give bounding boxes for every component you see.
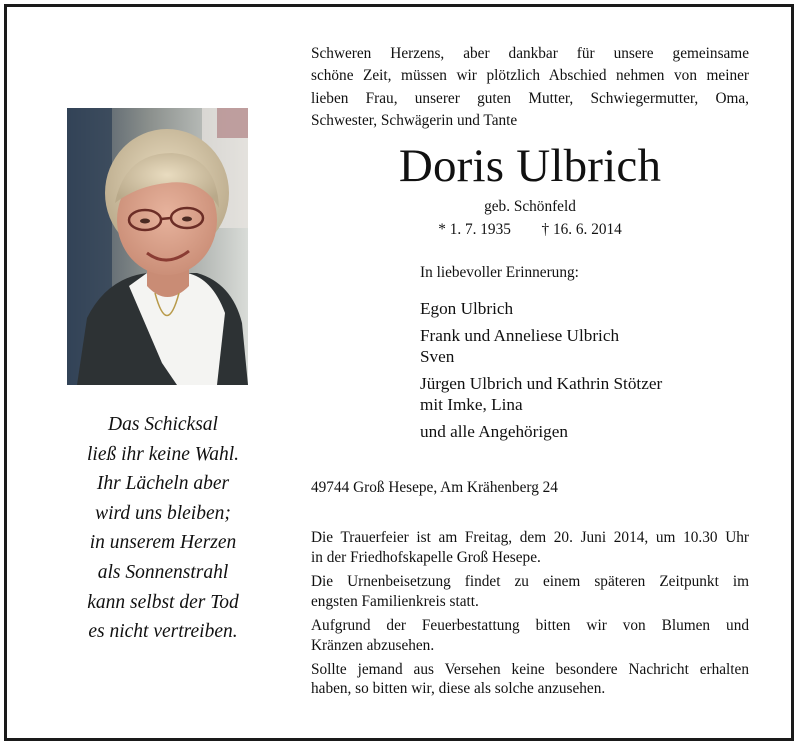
mourner-line: mit Imke, Lina	[420, 395, 523, 414]
mourner-group	[420, 421, 662, 443]
note-paragraph	[311, 572, 749, 612]
mourner-line: Jürgen Ulbrich und Kathrin Stötzer	[420, 373, 663, 393]
family-address: 49744 Groß Hesepe, Am Krähenberg 24	[311, 479, 558, 496]
mourner-line: und alle Angehörigen	[420, 421, 568, 441]
intro-line: lieben Frau, unserer guten Mutter, Schwiegermutter, Oma,	[311, 89, 749, 107]
mourner-line: Sven	[420, 347, 455, 366]
mourners-list	[420, 298, 662, 447]
poem	[58, 410, 268, 647]
poem-line: als Sonnenstrahl	[97, 561, 229, 583]
note-line: Sollte jemand aus Versehen keine besondere Nachricht erhalten	[311, 660, 749, 678]
intro-line: Schwester, Schwägerin und Tante	[311, 111, 518, 129]
note-line: engsten Familienkreis statt.	[311, 592, 479, 610]
poem-line: kann selbst der Tod	[87, 591, 239, 613]
intro-line: Schweren Herzens, aber dankbar für unsere gemeinsame	[311, 45, 749, 62]
deceased-name: Doris Ulbrich	[398, 140, 662, 192]
note-paragraph	[311, 616, 749, 656]
note-paragraph	[311, 528, 749, 568]
funeral-notes	[311, 528, 749, 704]
poem-line: in unserem Herzen	[89, 532, 237, 554]
mourner-line: Egon Ulbrich	[420, 299, 514, 318]
poem-line: wird uns bleiben;	[95, 502, 231, 524]
birth-name: geb. Schönfeld	[484, 198, 576, 215]
note-line: Die Urnenbeisetzung findet zu einem späteren Zeitpunkt im	[311, 572, 749, 590]
poem-line: es nicht vertreiben.	[88, 621, 238, 643]
memory-heading: In liebevoller Erinnerung:	[420, 264, 579, 281]
poem-line: Das Schicksal	[108, 414, 218, 435]
mourner-group	[420, 373, 662, 416]
note-paragraph	[311, 660, 749, 700]
poem-line: Ihr Lächeln aber	[96, 473, 230, 495]
note-line: Die Trauerfeier ist am Freitag, dem 20. Juni 2014, um 10.30 Uhr	[311, 529, 749, 546]
mourner-group	[420, 298, 662, 320]
mourner-line: Frank und Anneliese Ulbrich	[420, 325, 620, 345]
intro-line: schöne Zeit, müssen wir plötzlich Abschied nehmen von meiner	[311, 67, 749, 85]
intro-text	[311, 43, 749, 132]
life-dates: * 1. 7. 1935 † 16. 6. 2014	[438, 221, 622, 238]
note-line: Kränzen abzusehen.	[311, 636, 435, 654]
poem-line: ließ ihr keine Wahl.	[86, 443, 239, 465]
portrait-photo	[67, 108, 248, 385]
mourner-group	[420, 325, 662, 368]
note-line: Aufgrund der Feuerbestattung bitten wir von Blumen und	[311, 616, 749, 634]
note-line: in der Friedhofskapelle Groß Hesepe.	[311, 548, 541, 566]
note-line: haben, so bitten wir, diese als solche anzusehen.	[311, 680, 606, 698]
